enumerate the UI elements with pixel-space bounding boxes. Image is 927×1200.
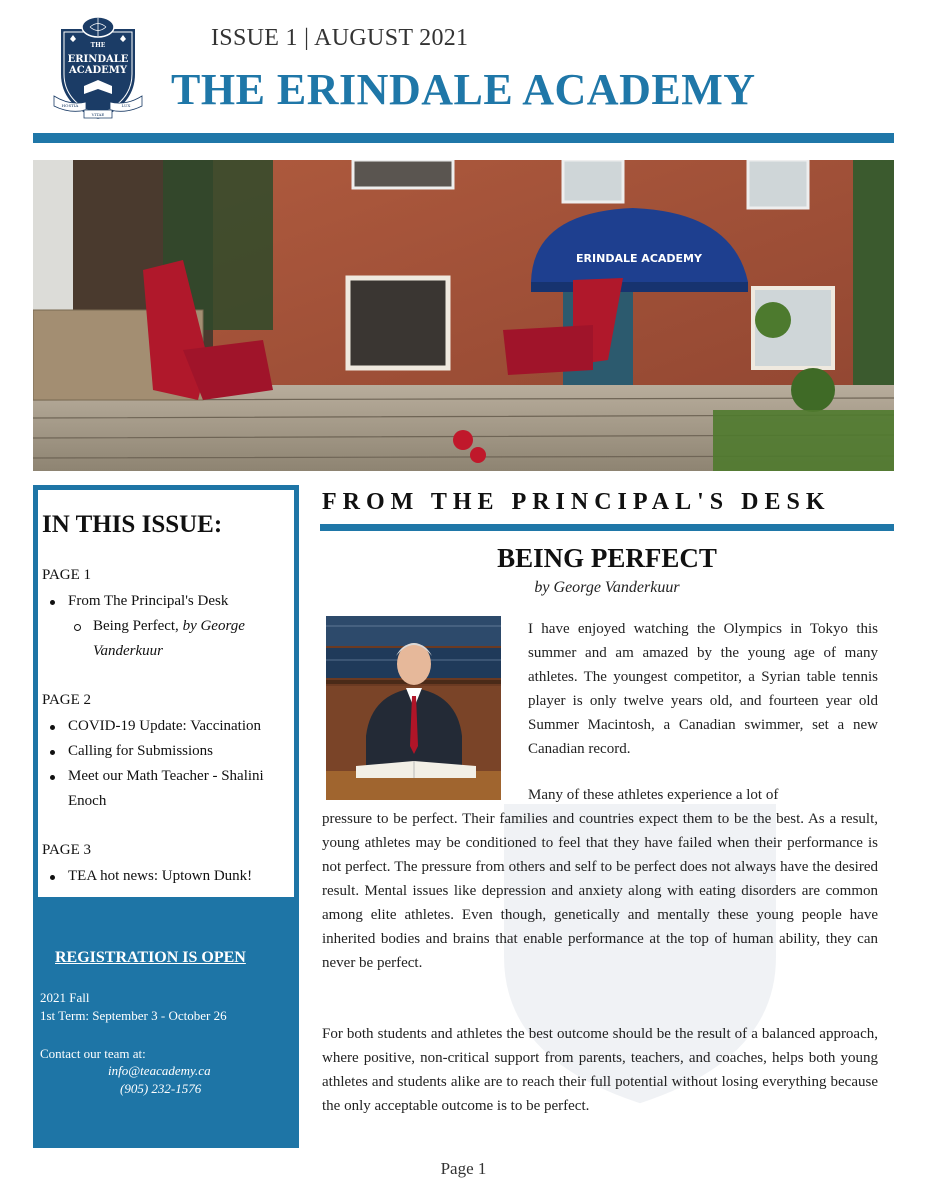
toc-item-math-teacher[interactable]: Meet our Math Teacher - Shalini: [68, 768, 264, 784]
article-paragraph-1: I have enjoyed watching the Olympics in Tokyo this summer and am amazed by the young age of many athletes. The youngest competitor, a Syrian table tennis player is only twelve years old, and fourteen year old Summer Macintosh, a Canadian swimmer, set a new Canadian record.: [528, 621, 878, 757]
header-divider: [33, 133, 894, 143]
toc-page-2-label: PAGE 2: [42, 692, 92, 708]
toc-item-hot-news[interactable]: TEA hot news: Uptown Dunk!: [68, 868, 253, 884]
svg-text:THE: THE: [90, 42, 106, 49]
academy-crest-logo: [50, 14, 146, 126]
toc-item-math-teacher-cont: Enoch: [68, 793, 107, 809]
toc-page-3-label: PAGE 3: [42, 842, 92, 858]
article-paragraph-2-start: Many of these athletes experience a lot of: [528, 787, 779, 803]
svg-text:VITAE: VITAE: [91, 112, 105, 117]
toc-heading: IN THIS ISSUE:: [42, 511, 223, 538]
toc-item-covid-update[interactable]: COVID-19 Update: Vaccination: [68, 718, 262, 734]
toc-page-1-label: PAGE 1: [42, 567, 92, 583]
school-entrance-photo: [33, 160, 894, 471]
bullet-icon: [50, 875, 55, 880]
page-number: Page 1: [440, 1159, 487, 1178]
bullet-icon: [50, 775, 55, 780]
svg-text:ERINDALE: ERINDALE: [67, 54, 129, 65]
principal-portrait: [326, 616, 501, 800]
issue-date-line: ISSUE 1 | AUGUST 2021: [211, 25, 469, 51]
svg-text:ERINDALE ACADEMY: ERINDALE ACADEMY: [576, 252, 702, 265]
toc-item-being-perfect-text: Being Perfect,: [93, 618, 179, 634]
toc-item-submissions[interactable]: Calling for Submissions: [68, 743, 214, 759]
article-paragraph-3: For both students and athletes the best outcome should be the result of a balanced approach, where positive, non-critical support from parents, teachers, and coaches, helps both young athletes and students alike are to reach their full potential without losing everything because the only acceptable outcome is to be perfect.: [322, 1026, 878, 1114]
contact-email[interactable]: info@teacademy.ca: [108, 1063, 211, 1078]
svg-text:ACADEMY: ACADEMY: [69, 65, 127, 76]
svg-text:LUX: LUX: [121, 103, 131, 108]
article-title: BEING PERFECT: [497, 543, 717, 573]
registration-heading[interactable]: REGISTRATION IS OPEN: [55, 949, 246, 966]
contact-label: Contact our team at:: [40, 1046, 146, 1061]
article-byline: by George Vanderkuur: [534, 579, 680, 596]
toc-item-being-perfect[interactable]: [93, 614, 245, 639]
toc-item-principals-desk[interactable]: From The Principal's Desk: [68, 593, 229, 609]
svg-text:HOSTIA: HOSTIA: [61, 103, 79, 108]
newsletter-masthead: THE ERINDALE ACADEMY: [171, 65, 756, 114]
toc-item-being-perfect-author: by George: [182, 618, 245, 634]
registration-term: 2021 Fall: [40, 990, 90, 1005]
registration-dates: 1st Term: September 3 - October 26: [40, 1008, 227, 1023]
article-paragraph-2: pressure to be perfect. Their families and countries expect them to be the best. As a result, young athletes may be conditioned to feel that they have failed when their performance is not perfect. The pressure from others and self to be perfect does not always have the desired result. Mental issues like depression and anxiety along with eating disorders are common among elite athletes. Even though, genetically and mentally these young people have inherited bodies and brains that enable performance at the top of human ability, they can never be perfect.: [322, 811, 878, 971]
section-divider: [320, 524, 894, 531]
sub-bullet-icon: [74, 624, 81, 631]
section-title: FROM THE PRINCIPAL'S DESK: [322, 489, 831, 515]
bullet-icon: [50, 750, 55, 755]
toc-item-being-perfect-author-cont: Vanderkuur: [93, 643, 163, 659]
bullet-icon: [50, 600, 55, 605]
bullet-icon: [50, 725, 55, 730]
contact-phone[interactable]: (905) 232-1576: [120, 1081, 202, 1096]
